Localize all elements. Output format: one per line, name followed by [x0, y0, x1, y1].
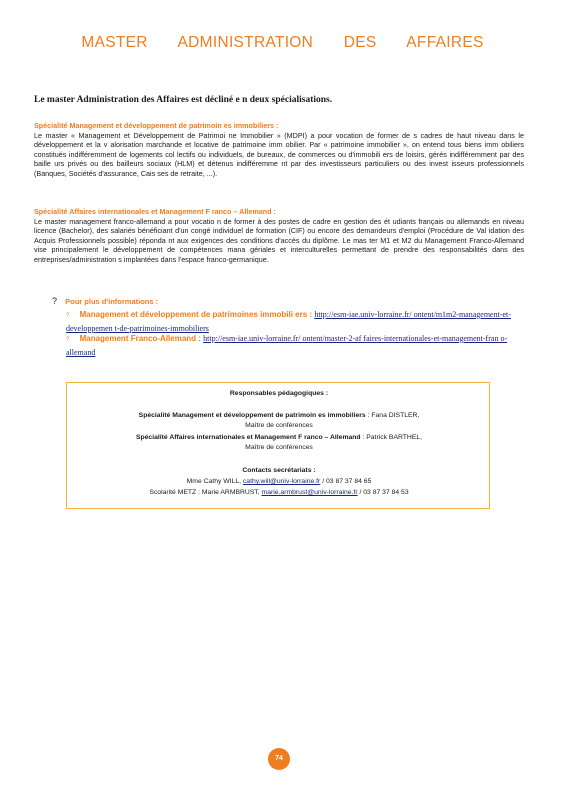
speciality-heading: Spécialité Affaires internationales et Management F ranco – Allemand : [34, 207, 276, 216]
intro-text: Le master Administration des Affaires est décliné e n deux spécialisations. [34, 95, 333, 105]
contact-entry [67, 489, 491, 496]
responsable-role: Maître de conférences [245, 422, 313, 429]
info-link-label: Management Franco-Allemand : [79, 334, 201, 343]
contacts-box [66, 382, 490, 509]
speciality-body: Le master management franco-allemand a pour vocatio n de former à des postes de cadre en gestion des ét udiants français ou allemands en niveau licence (Bachelor), des salariés bénéficiant d'un congé individuel de formation (CIF) ou encore des demandeurs d'emploi (Procédure de Val idation des Acquis Professionnels possible) réponda nt aux exigences des conditions d'accès du diplôme. Le mas ter M1 et M2 du Management Franco-Allemand vise principalement le développement de compétences mana gériales et interculturelles permettant de prendre des responsabilités dans des entreprises/administration s implantées dans l'espace franco-germanique. [34, 216, 524, 264]
bullet-icon: ? [66, 313, 70, 319]
page-title: MASTER ADMINISTRATION DES AFFAIRES [81, 34, 484, 51]
speciality-section-mdpi [34, 121, 524, 179]
speciality-body: Le master « Management et Développement de Patrimoi ne Immobilier » (MDPI) a pour vocation de former de s cadres de haut niveau dans le développement et la v alorisation marchande et locative de patrimoine imm obilier. Par « patrimoine immobilier », on entend tous biens imm obiliers constitués indifféremment de logements col lectifs ou individuels, de bureaux, de commerces ou d'immobili ers de loisirs, gérés indifféremment par des baille urs privés ou des bailleurs sociaux (HLM) et détenus indifféremme nt par des investisseurs particuliers ou des invest isseurs professionnels (Banques, Sociétés d'assurance, Cais ses de retraite, ...). [34, 130, 524, 178]
responsable-name: : Fana DISTLER, [367, 412, 420, 419]
contact-phone: / 03 87 37 84 65 [322, 478, 372, 485]
contact-email-link[interactable]: marie.armbrust@univ-lorraine.fr [261, 489, 358, 496]
responsable-speciality: Spécialité Management et développement de patrimoin es immobiliers [138, 412, 366, 419]
info-link-label: Management et développement de patrimoines immobili ers : [79, 310, 313, 319]
info-link-url[interactable]: http://esm-iae.univ-lorraine.fr/ ontent/master-2-af faires-internationales-et-management-fran o-allemand [66, 334, 508, 357]
bullet-icon: ? [52, 296, 58, 306]
responsable-name: : Patrick BARTHEL, [362, 434, 423, 441]
bullet-icon: ? [66, 337, 70, 343]
contact-email-link[interactable]: cathy.will@univ-lorraine.fr [242, 478, 321, 485]
contact-phone: / 03 87 37 84 53 [359, 489, 409, 496]
info-heading-label: Pour plus d'informations : [65, 297, 159, 306]
contacts-title: Contacts secrétariats : [242, 467, 316, 474]
contact-entry [67, 478, 491, 485]
info-link-item [66, 309, 526, 334]
speciality-heading: Spécialité Management et développement de patrimoin es immobiliers : [34, 121, 279, 130]
contact-name: Mme Cathy WILL, [186, 478, 242, 485]
info-link-item [66, 333, 526, 358]
responsable-speciality: Spécialité Affaires internationales et Management F ranco – Allemand [135, 434, 361, 441]
responsable-role: Maître de conférences [245, 444, 313, 451]
page-number-badge: 74 [268, 748, 290, 770]
info-link-url[interactable]: http://esm-iae.univ-lorraine.fr/ ontent/m1m2-management-et-developpemen t-de-patrimoines-immobiliers [66, 310, 511, 333]
responsables-title: Responsables pédagogiques : [229, 390, 329, 397]
responsable-entry [67, 434, 491, 441]
info-heading [52, 296, 158, 306]
responsable-entry [67, 412, 491, 419]
contact-name: Scolarité METZ : Marie ARMBRUST, [149, 489, 260, 496]
speciality-section-franco-allemand [34, 207, 524, 265]
